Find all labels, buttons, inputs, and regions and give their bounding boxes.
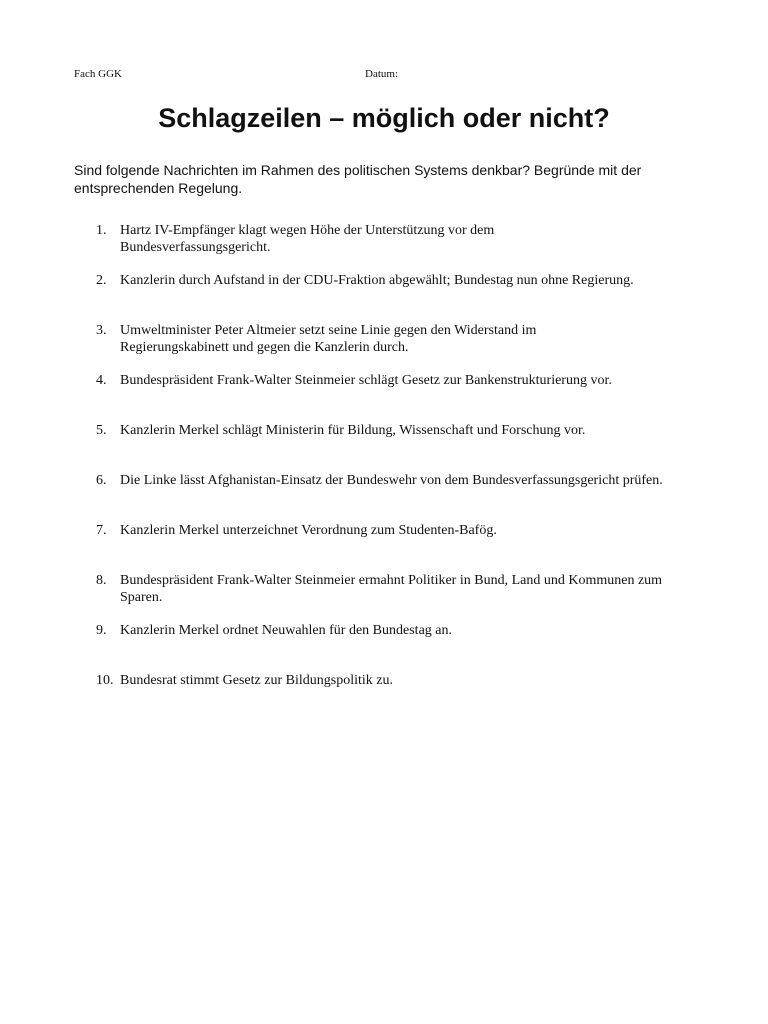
headline-number: 4. bbox=[96, 373, 107, 388]
headline-number: 1. bbox=[96, 223, 107, 238]
date-label: Datum: bbox=[365, 68, 398, 80]
headline-text: Hartz IV-Empfänger klagt wegen Höhe der Unterstützung vor dem Bundesverfassungsgericht. bbox=[120, 223, 495, 255]
headline-number: 8. bbox=[96, 573, 107, 588]
headline-text: Bundesrat stimmt Gesetz zur Bildungspolitik zu. bbox=[120, 673, 393, 688]
headline-item-6 bbox=[0, 472, 768, 506]
headline-item-7 bbox=[0, 522, 768, 556]
headline-number: 5. bbox=[96, 423, 107, 438]
headline-number: 3. bbox=[96, 323, 107, 338]
headline-text: Bundespräsident Frank-Walter Steinmeier schlägt Gesetz zur Bankenstrukturierung vor. bbox=[120, 373, 612, 388]
headline-text: Bundespräsident Frank-Walter Steinmeier ermahnt Politiker in Bund, Land und Kommunen zum Sparen. bbox=[120, 573, 663, 605]
headline-number: 9. bbox=[96, 623, 107, 638]
subject-label: Fach GGK bbox=[74, 68, 122, 80]
headline-item-8 bbox=[0, 572, 768, 606]
headline-item-2 bbox=[0, 272, 768, 306]
headline-item-10 bbox=[0, 672, 768, 706]
instructions-text: Sind folgende Nachrichten im Rahmen des politischen Systems denkbar? Begründe mit der entsprechenden Regelung. bbox=[74, 162, 642, 196]
headline-text: Die Linke lässt Afghanistan-Einsatz der Bundeswehr von dem Bundesverfassungsgericht prüfen. bbox=[120, 473, 663, 488]
headline-text: Kanzlerin Merkel schlägt Ministerin für Bildung, Wissenschaft und Forschung vor. bbox=[120, 423, 586, 438]
headline-list bbox=[0, 222, 768, 722]
headline-item-4 bbox=[0, 372, 768, 406]
headline-number: 2. bbox=[96, 273, 107, 288]
headline-text: Kanzlerin Merkel unterzeichnet Verordnung zum Studenten-Bafög. bbox=[120, 523, 497, 538]
headline-text: Kanzlerin durch Aufstand in der CDU-Fraktion abgewählt; Bundestag nun ohne Regierung. bbox=[120, 273, 634, 288]
headline-number: 6. bbox=[96, 473, 107, 488]
page-title: Schlagzeilen – möglich oder nicht? bbox=[158, 103, 610, 133]
headline-item-1 bbox=[0, 222, 768, 256]
headline-item-5 bbox=[0, 422, 768, 456]
headline-number: 7. bbox=[96, 523, 107, 538]
headline-number: 10. bbox=[96, 673, 114, 688]
headline-item-9 bbox=[0, 622, 768, 656]
headline-text: Kanzlerin Merkel ordnet Neuwahlen für den Bundestag an. bbox=[120, 623, 452, 638]
document-header bbox=[74, 68, 694, 84]
headline-text: Umweltminister Peter Altmeier setzt seine Linie gegen den Widerstand im Regierungskabinett und gegen die Kanzlerin durch. bbox=[120, 323, 537, 355]
headline-item-3 bbox=[0, 322, 768, 356]
